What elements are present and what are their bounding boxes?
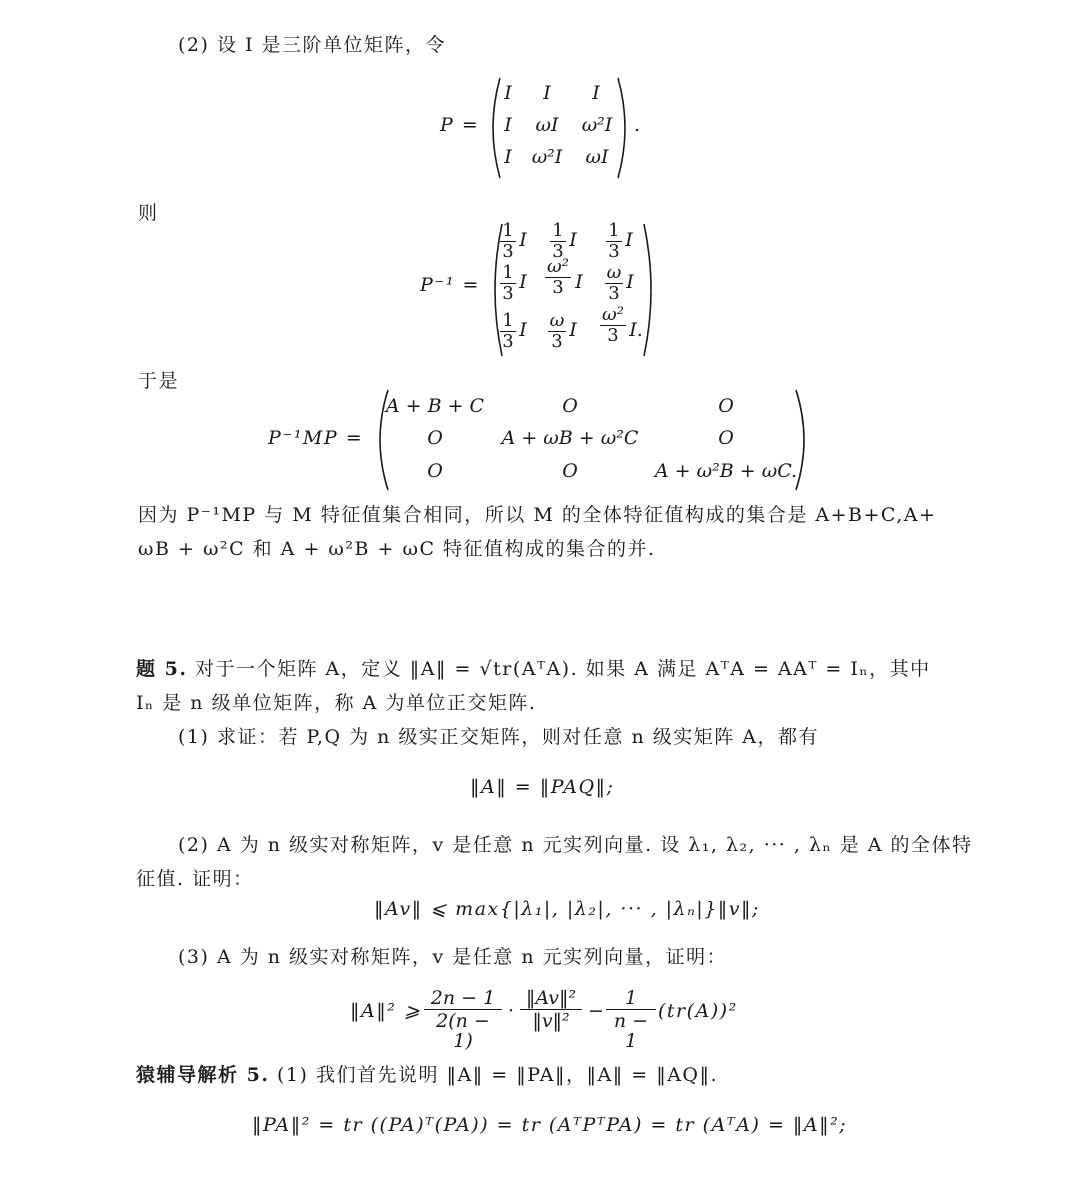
conclusion-line-2: ωB + ω²C 和 A + ω²B + ωC 特征值构成的集合的并. — [138, 538, 656, 560]
fraction — [548, 312, 566, 351]
fraction-denominator: 3 — [502, 331, 514, 352]
fraction-denominator: 3 — [552, 241, 564, 262]
then-label: 则 — [138, 202, 159, 224]
fraction-numerator: 1 — [502, 310, 514, 331]
matrix-pinv-identity-end: I. — [629, 319, 643, 341]
fraction-numerator: 1 — [502, 220, 514, 241]
matrix-pmp-lhs: P⁻¹MP = — [268, 427, 364, 449]
problem-5-label: 题 5. — [136, 658, 188, 680]
matrix-pmp-cell: O — [562, 460, 578, 482]
matrix-p-cell: ω²I — [581, 114, 613, 136]
problem-5-question-2-line-1: (2) A 为 n 级实对称矩阵，v 是任意 n 元实列向量. 设 λ₁, λ₂, ··· , λₙ 是 A 的全体特 — [178, 834, 973, 856]
fraction-denominator: 3 — [608, 241, 620, 262]
matrix-p-cell: I — [504, 82, 512, 104]
fraction — [500, 222, 516, 261]
so-label: 于是 — [138, 370, 180, 392]
problem-5-question-3: (3) A 为 n 级实对称矩阵，v 是任意 n 元实列向量，证明： — [178, 946, 728, 968]
problem-5-text: 对于一个矩阵 A，定义 ‖A‖ = √tr(AᵀA). 如果 A 满足 AᵀA = AAᵀ = Iₙ，其中 — [195, 658, 931, 680]
right-paren — [640, 222, 660, 358]
fraction-numerator: ω — [606, 262, 622, 283]
fraction-numerator: 1 — [624, 987, 638, 1009]
fraction — [520, 988, 582, 1031]
equation-3-tail: (tr(A))² — [658, 1000, 738, 1022]
matrix-pinv-lhs: P⁻¹ = — [420, 274, 480, 296]
matrix-pmp-cell: A + ω²B + ωC. — [654, 460, 798, 482]
matrix-pmp-cell: O — [718, 395, 734, 417]
fraction — [606, 988, 656, 1051]
matrix-p-cell: I — [543, 82, 551, 104]
matrix-pmp-cell: O — [718, 427, 734, 449]
matrix-p-lhs: P = — [440, 114, 480, 136]
fraction-numerator: ω — [549, 310, 565, 331]
fraction-numerator: 1 — [502, 262, 514, 283]
matrix-pmp-cell: O — [427, 460, 443, 482]
solution-5-line — [136, 1060, 718, 1087]
solution-5-label: 猿辅导解析 5. — [136, 1064, 270, 1086]
solution-5-equation: ‖PA‖² = tr ((PA)ᵀ(PA)) = tr (AᵀPᵀPA) = tr (AᵀA) = ‖A‖²; — [252, 1114, 848, 1136]
matrix-pinv-identity: I — [575, 271, 583, 293]
solution-5-text: (1) 我们首先说明 ‖A‖ = ‖PA‖，‖A‖ = ‖AQ‖. — [277, 1064, 719, 1086]
fraction-denominator: n − 1 — [613, 1010, 649, 1052]
matrix-pinv-identity: I — [626, 271, 634, 293]
fraction-denominator: 2(n − 1) — [436, 1010, 490, 1052]
fraction — [605, 264, 623, 303]
fraction — [424, 988, 502, 1051]
matrix-pinv-identity: I — [519, 271, 527, 293]
matrix-p-period: . — [634, 114, 642, 136]
matrix-pinv-identity: I — [625, 229, 633, 251]
conclusion-line-1: 因为 P⁻¹MP 与 M 特征值集合相同，所以 M 的全体特征值构成的集合是 A+B+C,A+ — [138, 504, 937, 526]
matrix-p-cell: I — [504, 114, 512, 136]
matrix-p-cell: ωI — [585, 146, 609, 168]
fraction — [600, 306, 626, 345]
problem-5-question-2-line-2: 征值. 证明： — [136, 868, 254, 890]
problem-5-line-2: Iₙ 是 n 级单位矩阵，称 A 为单位正交矩阵. — [136, 692, 537, 714]
fraction-numerator: 2n − 1 — [430, 987, 496, 1009]
fraction-denominator: 3 — [551, 331, 563, 352]
fraction-denominator: 3 — [552, 277, 564, 298]
matrix-pmp-cell: A + ωB + ω²C — [501, 427, 639, 449]
matrix-pmp-cell: O — [427, 427, 443, 449]
problem-5-equation-1: ‖A‖ = ‖PAQ‖; — [470, 776, 615, 798]
fraction-numerator: ω² — [547, 256, 569, 277]
equation-3-dot: · — [508, 1000, 516, 1022]
fraction — [545, 258, 571, 297]
matrix-p-cell: ωI — [535, 114, 559, 136]
fraction-numerator: ‖Av‖² — [525, 987, 577, 1009]
fraction-denominator: ‖v‖² — [532, 1010, 570, 1032]
part2-intro: (2) 设 I 是三阶单位矩阵，令 — [178, 34, 447, 56]
problem-5-question-1: (1) 求证：若 P,Q 为 n 级实正交矩阵，则对任意 n 级实矩阵 A，都有 — [178, 726, 819, 748]
matrix-p-cell: I — [592, 82, 600, 104]
fraction-numerator: 1 — [552, 220, 564, 241]
fraction — [500, 312, 516, 351]
fraction-numerator: ω² — [602, 304, 624, 325]
fraction-denominator: 3 — [502, 283, 514, 304]
matrix-pmp-cell: O — [562, 395, 578, 417]
fraction — [500, 264, 516, 303]
matrix-pmp-cell: A + B + C — [385, 395, 485, 417]
matrix-p-cell: ω²I — [531, 146, 563, 168]
right-paren — [614, 76, 634, 180]
fraction-numerator: 1 — [608, 220, 620, 241]
right-paren — [792, 388, 814, 492]
fraction-denominator: 3 — [607, 325, 619, 346]
matrix-pinv-identity: I — [569, 319, 577, 341]
matrix-p-cell: I — [504, 146, 512, 168]
equation-3-lhs: ‖A‖² ⩾ — [350, 1000, 422, 1022]
problem-5-equation-2: ‖Av‖ ⩽ max{|λ₁|, |λ₂|, ··· , |λₙ|}‖v‖; — [374, 898, 760, 920]
matrix-pinv-identity: I — [519, 229, 527, 251]
matrix-pinv-identity: I — [569, 229, 577, 251]
fraction-denominator: 3 — [502, 241, 514, 262]
fraction-denominator: 3 — [608, 283, 620, 304]
matrix-pinv-identity: I — [519, 319, 527, 341]
fraction — [606, 222, 622, 261]
equation-3-minus: − — [588, 1000, 606, 1022]
problem-5-line-1 — [136, 654, 931, 681]
